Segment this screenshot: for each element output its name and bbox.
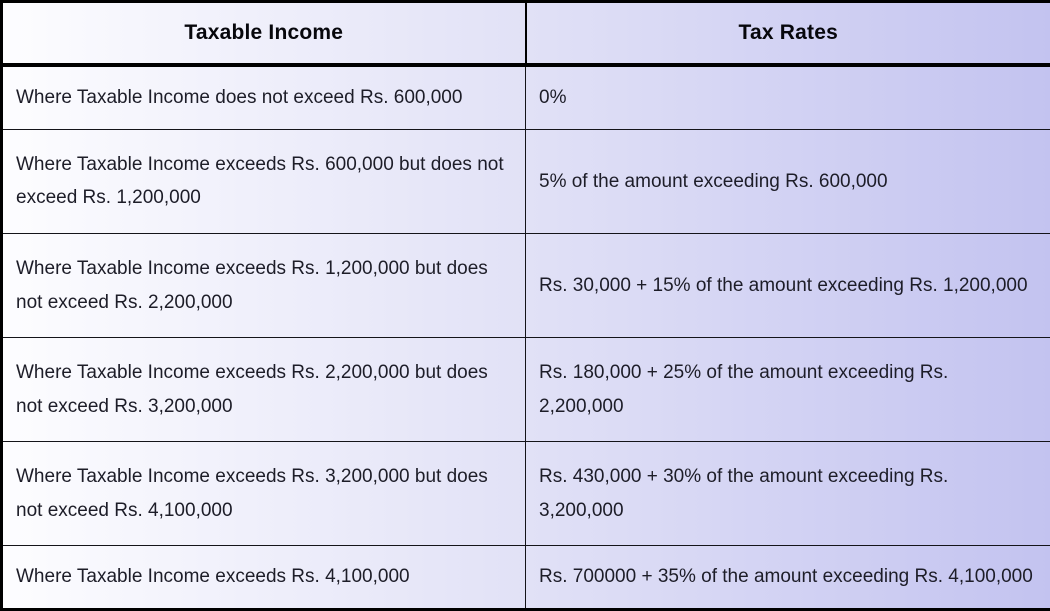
table-row — [2, 234, 1050, 338]
header-row — [2, 2, 1050, 66]
tax-rate-cell: Rs. 180,000 + 25% of the amount exceeding Rs. 2,200,000 — [526, 338, 1050, 442]
table-row — [2, 546, 1050, 610]
table-row — [2, 442, 1050, 546]
taxable-income-cell: Where Taxable Income exceeds Rs. 600,000 but does not exceed Rs. 1,200,000 — [2, 129, 526, 233]
taxable-income-cell: Where Taxable Income exceeds Rs. 4,100,000 — [2, 546, 526, 610]
taxable-income-cell: Where Taxable Income does not exceed Rs. 600,000 — [2, 65, 526, 129]
tax-rate-cell: Rs. 430,000 + 30% of the amount exceeding Rs. 3,200,000 — [526, 442, 1050, 546]
tax-rate-cell: 0% — [526, 65, 1050, 129]
taxable-income-cell: Where Taxable Income exceeds Rs. 1,200,000 but does not exceed Rs. 2,200,000 — [2, 234, 526, 338]
tax-rate-cell: Rs. 700000 + 35% of the amount exceeding Rs. 4,100,000 — [526, 546, 1050, 610]
table-row — [2, 129, 1050, 233]
table-row — [2, 338, 1050, 442]
taxable-income-cell: Where Taxable Income exceeds Rs. 2,200,000 but does not exceed Rs. 3,200,000 — [2, 338, 526, 442]
table-row — [2, 65, 1050, 129]
column-header-taxable-income: Taxable Income — [2, 2, 526, 66]
taxable-income-cell: Where Taxable Income exceeds Rs. 3,200,000 but does not exceed Rs. 4,100,000 — [2, 442, 526, 546]
tax-rate-cell: 5% of the amount exceeding Rs. 600,000 — [526, 129, 1050, 233]
column-header-tax-rates: Tax Rates — [526, 2, 1050, 66]
tax-rate-cell: Rs. 30,000 + 15% of the amount exceeding Rs. 1,200,000 — [526, 234, 1050, 338]
